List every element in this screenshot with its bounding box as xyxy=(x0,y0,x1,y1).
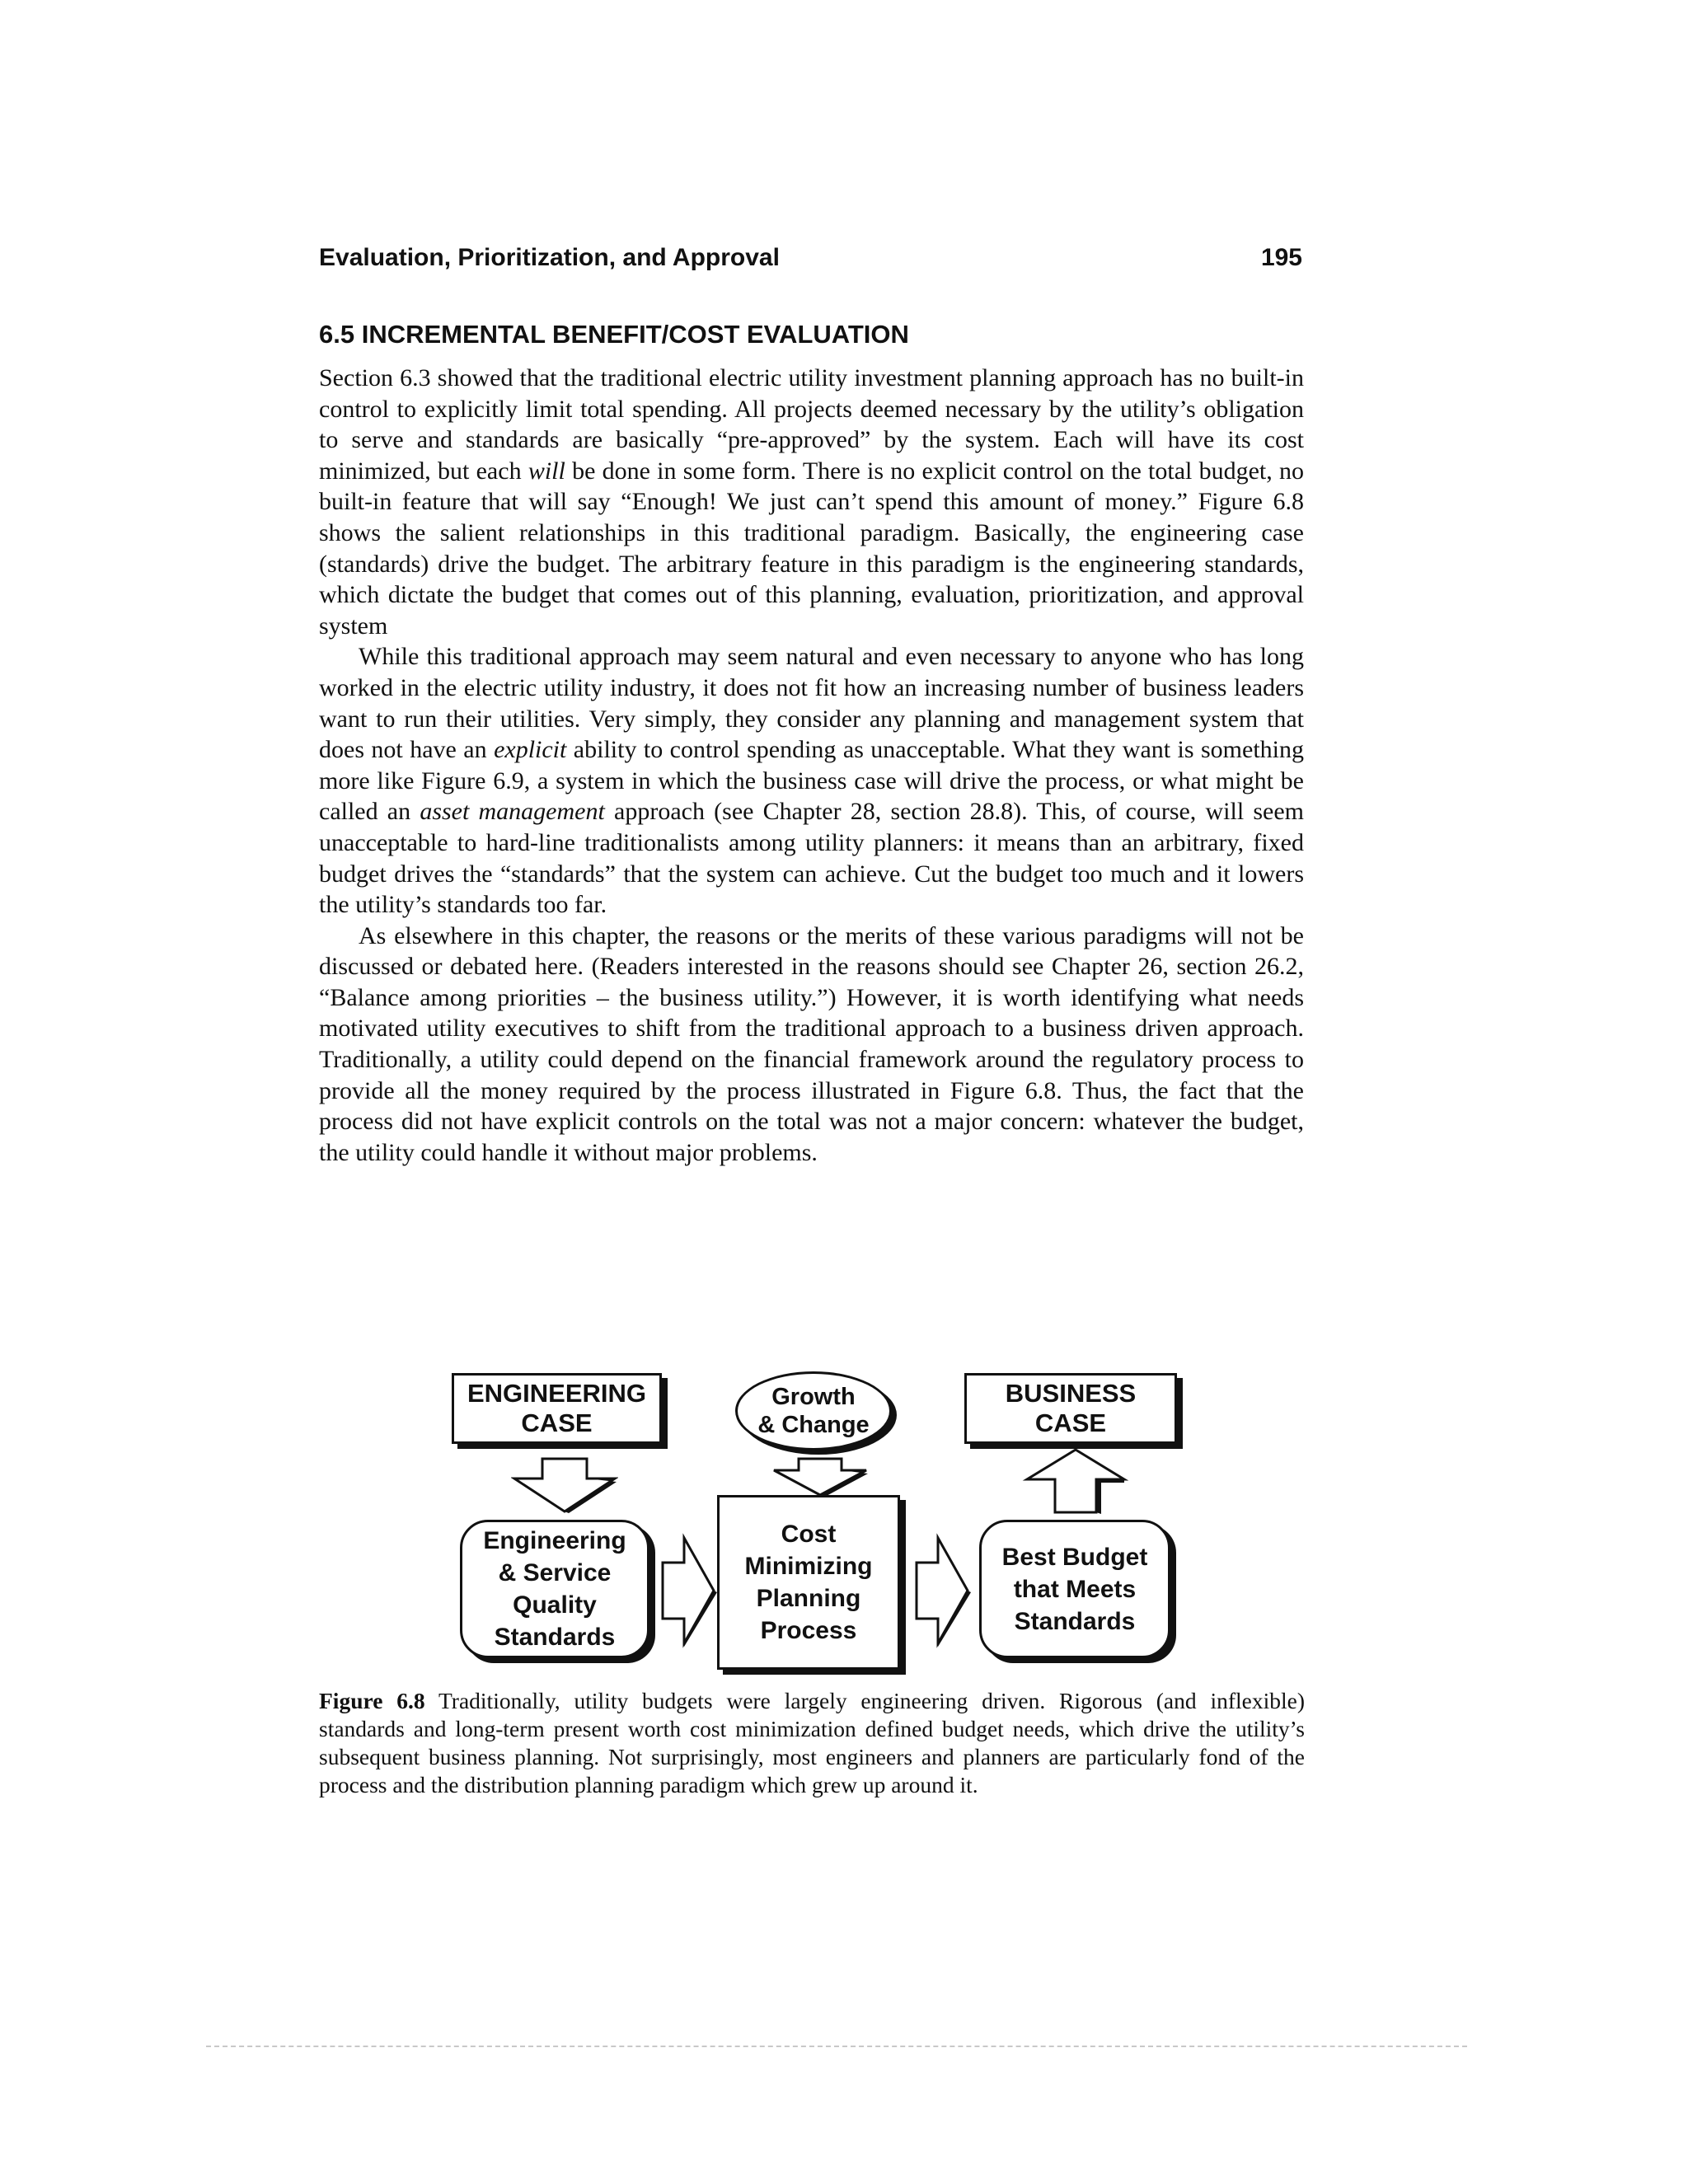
standards-box xyxy=(460,1520,649,1658)
section-heading: 6.5 INCREMENTAL BENEFIT/COST EVALUATION xyxy=(319,320,909,349)
p1-emphasis: will xyxy=(528,457,565,485)
page-number: 195 xyxy=(1260,244,1302,271)
figure-caption-label: Figure 6.8 xyxy=(319,1688,425,1713)
standards-label: Engineering & Service Quality Standards xyxy=(483,1527,626,1651)
p1-text-b: be done in some form. There is no explicit control on the total budget, no built-in feature that will say “Enough! We just can’t spend this amount of money.” Figure 6.8 shows the salient relationships in this traditional paradigm. Basically, the engineering case (standards) drive the budget. The arbitrary feature in this paradigm is the engineering standards, which dictate the budget that comes out of this planning, evaluation, prioritization, and approval system xyxy=(319,457,1304,640)
up-arrow-business-icon xyxy=(1022,1446,1129,1516)
figure-6-8-diagram xyxy=(445,1335,1187,1665)
p2-emphasis-2: asset management xyxy=(420,798,605,826)
paragraph-3: As elsewhere in this chapter, the reasons or the merits of these various paradigms will not be discussed or debated here. (Readers interested in the reasons should see Chapter 26, section 26.2, “Balance among priorities – the business utility.”) However, it is worth identifying what needs motivated utility executives to shift from the traditional approach to a business driven approach. Traditionally, a utility could depend on the financial framework around the regulatory process to provide all the money required by the process illustrated in Figure 6.8. Thus, the fact that the process did not have explicit controls on the total was not a major concern: whatever the budget, the utility could handle it without major problems. xyxy=(319,921,1304,1166)
engineering-case-label: ENGINEERING CASE xyxy=(467,1379,647,1437)
footer-scan-line xyxy=(206,2046,1467,2049)
p2-text-a: While this traditional approach may seem natural and even necessary to anyone who has long worked in the electric utility industry, it does not fit how an increasing number of business leaders want to run their utilities. Very simply, they consider any planning and management system that does not have an xyxy=(319,643,1304,764)
figure-caption xyxy=(319,1687,1305,1799)
running-header xyxy=(319,244,1302,280)
growth-change-ellipse xyxy=(735,1371,892,1451)
p2-emphasis-1: explicit xyxy=(494,736,567,764)
best-budget-label: Best Budget that Meets Standards xyxy=(1001,1543,1148,1635)
p2-text-b: ability to control spending as unacceptable. What they want is something more like Figure 6.9, a system in which the business case will drive the process, or what might be called an xyxy=(319,736,1304,826)
business-case-label: BUSINESS CASE xyxy=(1005,1379,1137,1437)
p1-text-a: Section 6.3 showed that the traditional electric utility investment planning approach has no built-in control to explicitly limit total spending. All projects deemed necessary by the utility’s obligation to serve and standards are basically “pre-approved” by the system. Each will have its cost minimized, but each xyxy=(319,364,1304,485)
business-case-box xyxy=(964,1373,1177,1444)
down-arrow-engineering-icon xyxy=(511,1457,618,1515)
engineering-case-box xyxy=(452,1373,662,1444)
growth-change-label: Growth & Change xyxy=(757,1384,870,1438)
process-label: Cost Minimizing Planning Process xyxy=(744,1521,873,1644)
body-text xyxy=(319,363,1304,1168)
paragraph-1 xyxy=(319,363,1304,641)
paragraph-2 xyxy=(319,641,1304,920)
process-box xyxy=(717,1495,900,1670)
best-budget-box xyxy=(979,1520,1170,1658)
right-arrow-1-icon xyxy=(659,1533,717,1648)
right-arrow-2-icon xyxy=(913,1533,971,1648)
running-title: Evaluation, Prioritization, and Approval xyxy=(319,244,780,271)
figure-caption-text: Traditionally, utility budgets were largely engineering driven. Rigorous (and inflexible) standards and long-term present worth cost minimization defined budget needs, which drive the utility’s subsequent business planning. Not surprisingly, most engineers and planners are particularly fond of the process and the distribution planning paradigm which grew up around it. xyxy=(319,1688,1305,1797)
down-arrow-growth-icon xyxy=(771,1457,870,1498)
p2-text-c: approach (see Chapter 28, section 28.8). This, of course, will seem unacceptable to hard-line traditionalists among utility planners: it means than an arbitrary, fixed budget drives the “standards” that the system can achieve. Cut the budget too much and it lowers the utility’s standards too far. xyxy=(319,798,1305,919)
